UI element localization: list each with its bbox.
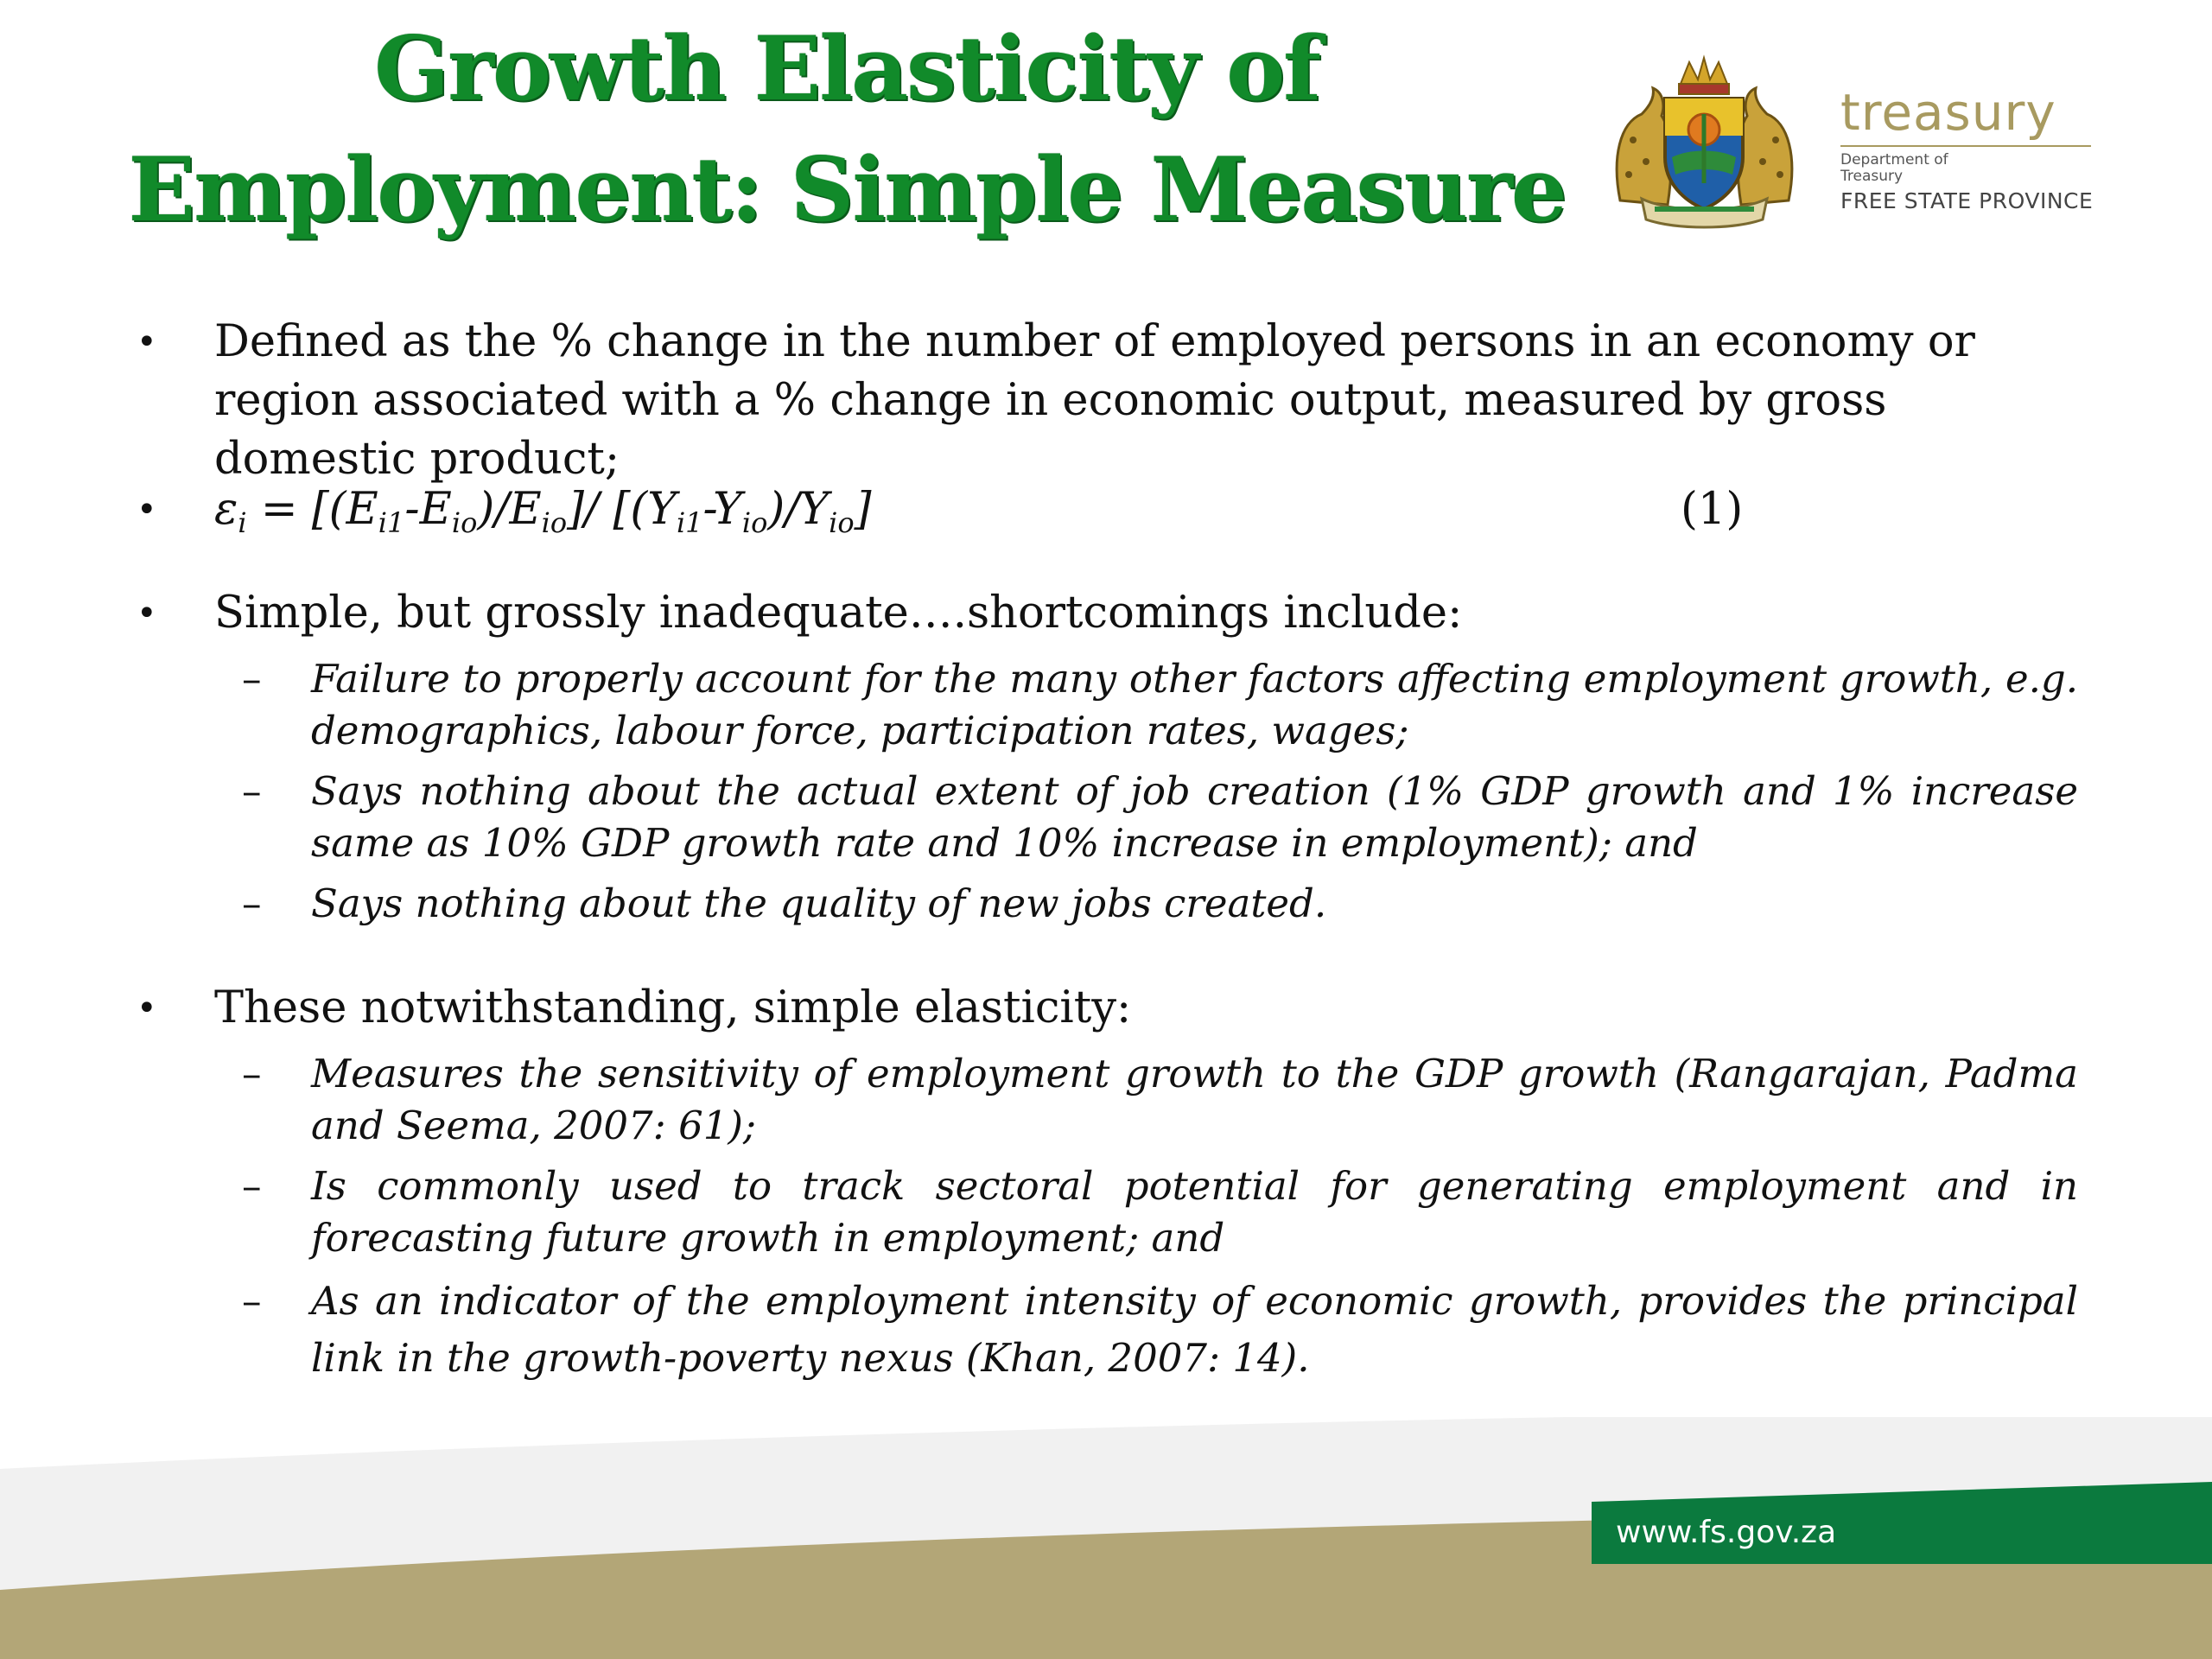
- sub-item: [242, 766, 2078, 869]
- bullet-marker: •: [137, 490, 157, 530]
- dash-marker: –: [242, 880, 262, 926]
- bullet-text: These notwithstanding, simple elasticity:: [214, 982, 1132, 1033]
- bullet-marker: •: [137, 322, 157, 362]
- treasury-logo: [1603, 54, 2095, 235]
- sub-item-text: Failure to properly account for the many other factors affecting employment growth, e.g. demographics, labour force, participation rates, wages;: [311, 656, 2078, 753]
- sub-item-text: Is commonly used to track sectoral potential for generating employment and in forecasting future growth in employment; and: [311, 1163, 2078, 1261]
- sub-item-text: As an indicator of the employment intensity of economic growth, provides the principal link in the growth-poverty nexus (Khan, 2007: 14).: [311, 1278, 2078, 1381]
- elasticity-equation: $\varepsilon_i = [(E_{i1}-E_{io})/E_{io}]/$ $[(Y_{i1}-Y_{io})/Y_{io}]$: [214, 484, 872, 539]
- dash-marker: –: [242, 1163, 262, 1209]
- slide-title-line-1: Growth Elasticity of: [373, 17, 1319, 121]
- sub-item: [242, 1273, 2078, 1387]
- logo-province: FREE STATE PROVINCE: [1840, 188, 2094, 213]
- slide-title-line-2: Employment: Simple Measure: [128, 138, 1566, 242]
- sub-item: [242, 1160, 2078, 1264]
- sub-item: [242, 878, 2078, 930]
- dash-marker: –: [242, 1278, 262, 1324]
- dash-marker: –: [242, 1051, 262, 1096]
- dash-marker: –: [242, 656, 262, 702]
- bullet-equation: [137, 480, 1770, 552]
- dash-marker: –: [242, 768, 262, 814]
- logo-dept-line-1: Department of: [1840, 151, 1948, 168]
- slide-title: [78, 9, 1616, 251]
- bullet-marker: •: [137, 594, 157, 633]
- bullet-marker: •: [137, 988, 157, 1028]
- logo-dept-line-2: Treasury: [1840, 168, 1904, 185]
- logo-text: [1840, 85, 2100, 214]
- bullet-definition: [137, 313, 2081, 489]
- bullet-text: Defined as the % change in the number of employed persons in an economy or region associated with a % change in economic output, measured by gross domestic product;: [214, 316, 1975, 485]
- sub-item-text: Says nothing about the actual extent of job creation (1% GDP growth and 1% increase same as 10% GDP growth rate and 10% increase in employment); and: [311, 768, 2078, 866]
- footer-url-link[interactable]: www.fs.gov.za: [1616, 1515, 1837, 1550]
- bullet-text: Simple, but grossly inadequate….shortcomings include:: [214, 588, 1463, 639]
- coat-of-arms-icon: [1603, 54, 1806, 231]
- logo-word: treasury: [1840, 83, 2056, 142]
- equation-number: (1): [1681, 484, 1744, 535]
- sub-item: [242, 653, 2078, 757]
- sub-item-text: Measures the sensitivity of employment growth to the GDP growth (Rangarajan, Padma and Seema, 2007: 61);: [311, 1051, 2078, 1148]
- bullet-shortcomings: [137, 584, 2081, 643]
- sub-item: [242, 1048, 2078, 1152]
- logo-divider: [1840, 145, 2091, 147]
- sub-item-text: Says nothing about the quality of new jobs created.: [311, 880, 1327, 926]
- bullet-notwithstanding: [137, 979, 2081, 1038]
